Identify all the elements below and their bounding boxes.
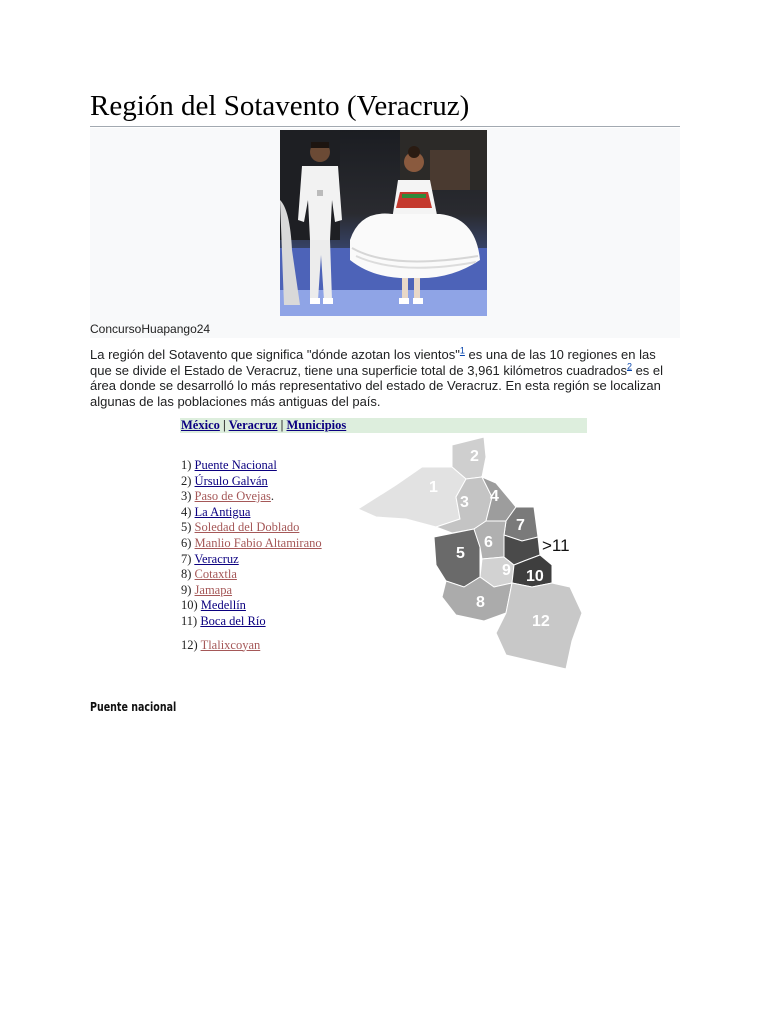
intro-paragraph: [90, 347, 680, 409]
map-label-1: 1: [429, 479, 438, 496]
item-number: 11): [181, 613, 201, 628]
reference-link-2[interactable]: 2: [626, 361, 632, 372]
reference-link-1[interactable]: 1: [459, 345, 465, 356]
municipality-link-puente-nacional[interactable]: Puente Nacional: [194, 458, 277, 472]
item-number: 3): [181, 489, 195, 504]
section-heading: Puente nacional: [90, 700, 177, 714]
map-label-11: >11: [542, 536, 570, 555]
item-number: 7): [181, 551, 195, 566]
municipality-link-paso-de-ovejas[interactable]: Paso de Ovejas: [194, 489, 271, 504]
item-suffix: .: [270, 489, 275, 504]
map-label-8: 8: [476, 594, 485, 611]
figure-caption: ConcursoHuapango24: [90, 322, 211, 336]
list-item: [181, 552, 351, 568]
map-label-9: 9: [502, 562, 511, 579]
map-label-12: 12: [532, 613, 550, 630]
nav-separator: |: [219, 418, 229, 432]
nav-separator: |: [277, 418, 287, 432]
item-number: 4): [181, 504, 195, 519]
municipality-link-manlio-fabio-altamirano[interactable]: Manlio Fabio Altamirano: [194, 535, 322, 550]
municipality-link-medellin[interactable]: Medellín: [200, 598, 246, 613]
region-map: [356, 437, 586, 671]
list-item: [181, 536, 351, 552]
municipality-link-jamapa[interactable]: Jamapa: [194, 582, 233, 597]
dancers-photo[interactable]: [280, 130, 487, 316]
dancers-illustration: [280, 130, 487, 316]
nav-link-veracruz[interactable]: Veracruz: [228, 418, 278, 432]
map-label-10: 10: [526, 568, 544, 585]
municipality-link-soledad-del-doblado[interactable]: Soledad del Doblado: [194, 520, 300, 535]
navigation-bar: [180, 418, 587, 433]
map-label-7: 7: [516, 517, 525, 534]
list-item: [181, 458, 351, 474]
item-number: 12): [181, 637, 201, 652]
list-item: [181, 598, 351, 614]
map-label-3: 3: [460, 494, 469, 511]
figure: [90, 128, 680, 338]
intro-text-1: La región del Sotavento que significa "dónde azotan los vientos": [90, 347, 460, 362]
page-title: Región del Sotavento (Veracruz): [90, 88, 680, 127]
municipality-link-tlalixcoyan[interactable]: Tlalixcoyan: [200, 637, 261, 652]
map-label-5: 5: [456, 545, 465, 562]
map-label-6: 6: [484, 534, 493, 551]
item-number: 8): [181, 567, 195, 582]
list-item: [181, 520, 351, 536]
item-number: 5): [181, 520, 195, 535]
nav-link-mexico[interactable]: México: [181, 418, 220, 432]
region-map-illustration: [356, 437, 586, 671]
item-number: 6): [181, 535, 195, 550]
intro-text-3: es el área donde se desarrolló lo más representativo del estado de Veracruz. En esta región se localizan algunas de las poblaciones más antiguas del país.: [90, 362, 664, 409]
item-number: 10): [181, 598, 201, 613]
item-number: 9): [181, 582, 195, 597]
map-label-4: 4: [490, 488, 499, 505]
list-item: [181, 489, 351, 505]
list-item: [181, 638, 351, 654]
list-item: [181, 567, 351, 583]
municipality-link-ursulo-galvan[interactable]: Úrsulo Galván: [194, 473, 268, 488]
municipality-link-la-antigua[interactable]: La Antigua: [194, 504, 251, 519]
municipality-link-veracruz[interactable]: Veracruz: [194, 551, 239, 566]
municipality-link-cotaxtla[interactable]: Cotaxtla: [194, 567, 237, 582]
municipality-link-boca-del-rio[interactable]: Boca del Río: [200, 613, 266, 628]
list-item: [181, 583, 351, 599]
item-number: 2): [181, 473, 195, 488]
list-item: [181, 505, 351, 521]
item-number: 1): [181, 458, 195, 472]
intro-text-2: es una de las 10 regiones en las que se divide el Estado de Veracruz, tiene una superficie total de 3,961 kilómetros cuadrados: [90, 347, 656, 378]
map-label-2: 2: [470, 448, 479, 465]
municipality-list: [181, 458, 351, 653]
list-item: [181, 614, 351, 630]
list-item: [181, 474, 351, 490]
nav-link-municipios[interactable]: Municipios: [286, 418, 347, 432]
